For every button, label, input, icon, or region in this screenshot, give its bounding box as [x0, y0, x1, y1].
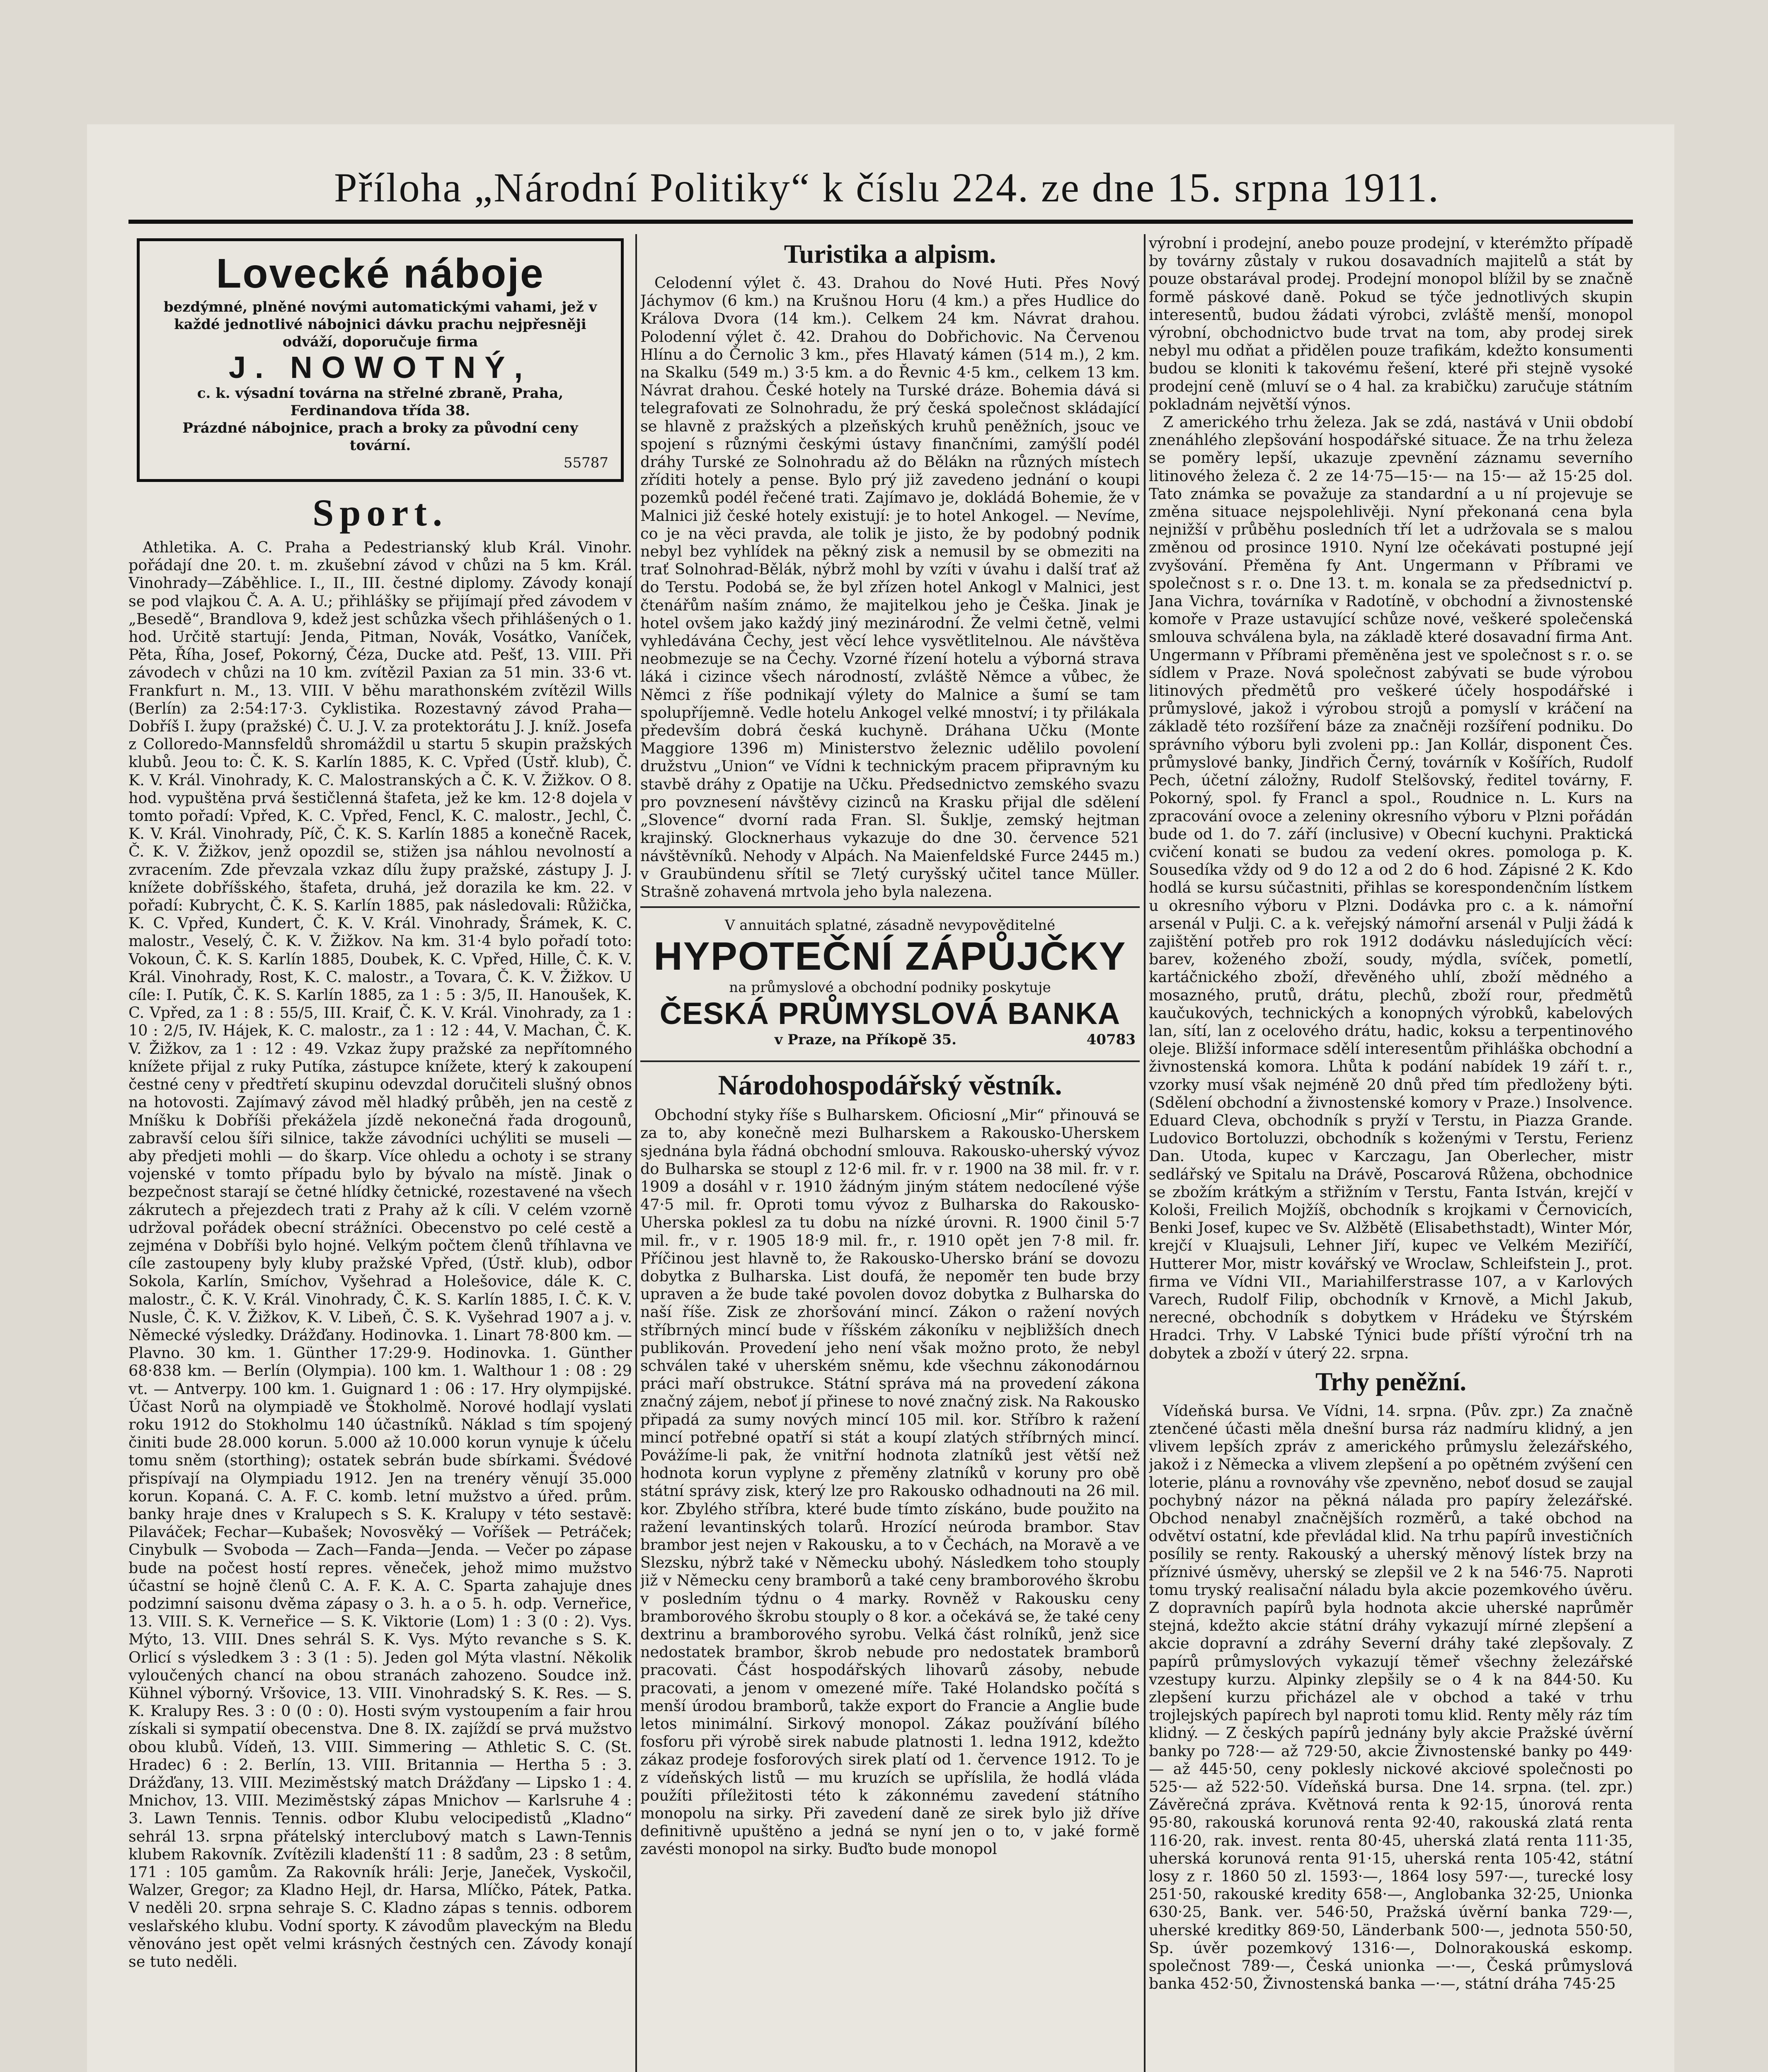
- masthead: Příloha „Národní Politiky“ k číslu 224. ze dne 15. srpna 1911.: [334, 165, 1440, 211]
- ad-hunting-text: bezdýmné, plněné novými automatickými vahami, jež v každé jednotlivé nábojnici dávku prachu nejpřesněji odváží, doporučuje firma: [163, 299, 597, 350]
- ad-bank-address-row: [644, 1031, 1136, 1048]
- ad-bank-code: 40783: [1086, 1031, 1136, 1048]
- sport-heading: Sport.: [312, 491, 448, 534]
- newspaper-page: [87, 124, 1674, 2072]
- ad-hunting-title: Lovecké náboje: [216, 250, 545, 297]
- column-rule-2: [1144, 234, 1146, 2072]
- sport-body: Athletika. A. C. Praha a Pedestrianský klub Král. Vinohr. pořádají dne 20. t. m. zkušební závod v chůzi na 5 km. Král. Vinohrady—Záběhlice. I., II., III. čestné diplomy. Závody konají se pod vlajkou Č. A. A. U.; přihlášky se přijímají před závodem v „Besedě“, Brandlova 9, kdež jest schůzka všech přihlášených o 1. hod. Určitě startují: Jenda, Pitman, Novák, Vosátko, Vaníček, Pěta, Říha, Josef, Pokorný, Čéza, Ducke atd. Pešť, 13. VIII. Při závodech v chůzi na 10 km. zvítězil Paxian za 51 min. 33·6 vt. Frankfurt n. M., 13. VIII. V běhu marathonském zvítězil Wills (Berlín) za 2:54:17·3. Cyklistika. Rozestavný závod Praha—Dobříš I. župy (pražské) Č. U. J. V. za protektorátu J. J. kníž. Josefa z Colloredo-Mannsfeldů shromáždil u startu 5 skupin pražských klubů. Jeou to: Č. K. S. Karlín 1885, K. C. Vpřed (Ústř. klub), Č. K. V. Král. Vinohrady, K. C. Malostranských a Č. K. V. Žižkov. O 8. hod. vypuštěna prvá šestičlenná štafeta, jež ke km. 12·8 dojela v tomto pořadí: Vpřed, K. C. Vpřed, Fencl, K. C. malostr., Jechl, Č. K. V. Král. Vinohrady, Píč, Č. K. S. Karlín 1885 a konečně Racek, Č. K. V. Žižkov, jenž opozdil se, stižen jsa náhlou nevolností a zvracením. Zde převzala vzkaz dílu župy pražské, zástupy J. J. knížete dobříšského, štafeta, druhá, jež dorazila ke km. 22. v pořadí: Kubrycht, Č. K. S. Karlín 1885, pak následovali: Růžička, K. C. Vpřed, Kundert, Č. K. V. Král. Vinohrady, Šrámek, K. C. malostr., Veselý, Č. K. V. Žižkov. Na km. 31·4 bylo pořadí toto: Vokoun, Č. K. S. Karlín 1885, Doubek, K. C. Vpřed, Hille, Č. K. V. Král. Vinohrady, Rost, K. C. malostr., a Tovara, Č. K. V. Žižkov. U cíle: I. Putík, Č. K. S. Karlín 1885, za 1 : 5 : 3/5, II. Hanoušek, K. C. Vpřed, za 1 : 8 : 55/5, III. Kraif, Č. K. V. Král. Vinohrady, za 1 : 10 : 2/5, IV. Hájek, K. C. malostr., za 1 : 12 : 44, V. Machan, Č. K. V. Žižkov, za 1 : 12 : 49. Vzkaz župy pražské za nepřítomného knížete přijal z ruky Putíka, zástupce knížete, který k zakoupení čestné ceny v předtřetí skupinu odevzdal doručiteli slušný obnos na hotovosti. Zajímavý závod měl hladký průběh, jen na cestě z Mníšku k Dobříši překážela jízdě nekonečná řada drogounů, zabravší celou šíři silnice, takže závodníci uchýliti se museli — aby předjeti mohli — do škarp. Více ohledu a ochoty i se strany vojenské v tomto případu bylo by bývalo na místě. Jinak o bezpečnost starají se četné hlídky četnické, rozestavené na všech zákrutech a přejezdech trati z Prahy až k cíli. V celém vzorně udržoval pořádek obecní strážníci. Obecenstvo po celé cestě a zejména v Dobříši bylo hojné. Velkým počtem členů tříhlavna ve cíle zastoupeny byly kluby pražské Vpřed, (Ústř. klub), odbor Sokola, Karlín, Smíchov, Vyšehrad a Holešovice, dále K. C. malostr., Č. K. V. Král. Vinohrady, Č. K. S. Karlín 1885, I. Č. K. V. Nusle, Č. K. V. Žižkov, K. V. Libeň, Č. S. K. Vyšehrad 1907 a j. v. Německé výsledky. Drážďany. Hodinovka. 1. Linart 78·800 km. — Plavno. 30 km. 1. Günther 17:29·9. Hodinovka. 1. Günther 68·838 km. — Berlín (Olympia). 100 km. 1. Walthour 1 : 08 : 29 vt. — Antverpy. 100 km. 1. Guignard 1 : 06 : 17. Hry olympijské. Účast Norů na olympiadě ve Štokholmě. Norové hodlají vyslati roku 1912 do Stokholmu 140 účastníků. Náklad s tím spojený činiti bude 28.000 korun. 5.000 až 10.000 korun vynuje k účelu tomu sněm (storthing); ostatek sebrán bude sbírkami. Švédové přispívají na Olympiadu 1912. Jen na trenéry věnují 35.000 korun. Kopaná. C. A. F. C. komb. letní mužstvo a úřed. prům. banky hraje dnes v Kralupech s S. K. Kralupy v této sestavě: Pilaváček; Fechar—Kubašek; Novosvěký — Voříšek — Petráček; Cinybulk — Svoboda — Zach—Fanda—Jenda. — Večer po zápase bude na počest hostí repres. věneček, jehož mimo mužstvo účastní se hojně členů C. A. F. K. A. C. Sparta zahajuje dnes podzimní saisonu dvěma zápasy o 3. h. a o 5. h. odp. Verneřice, 13. VIII. S. K. Verneřice — S. K. Viktorie (Lom) 1 : 3 (0 : 2). Vys. Mýto, 13. VIII. Dnes sehrál S. K. Vys. Mýto revanche s S. K. Orlicí s výsledkem 3 : 3 (1 : 5). Jeden gol Mýta vlastní. Několik vyloučených chancí na obou stranách zahozeno. Soudce inž. Kühnel výborný. Vršovice, 13. VIII. Vinohradský S. K. Res. — S. K. Kralupy Res. 3 : 0 (0 : 0). Hosti svým vystoupením a fair hrou získali si sympatií obecenstva. Dne 8. IX. zajíždí se prvá mužstvo obou klubů. Vídeň, 13. VIII. Simmering — Athletic S. C. (St. Hradec) 6 : 2. Berlín, 13. VIII. Britannia — Hertha 5 : 3. Drážďany, 13. VIII. Meziměstský match Drážďany — Lipsko 1 : 4. Mnichov, 13. VIII. Meziměstský zápas Mnichov — Karlsruhe 4 : 3. Lawn Tennis. Tennis. odbor Klubu velocipedistů „Kladno“ sehrál 13. srpna přátelský interclubový match s Lawn-Tennis klubem Rakovník. Zvítězili kladenští 11 : 8 sadům, 23 : 8 setům, 171 : 105 gamům. Za Rakovník hráli: Jerje, Janeček, Vyskočil, Walzer, Gregor; za Kladno Hejl, dr. Harsa, Mlíčko, Pátek, Patka. V neděli 20. srpna sehraje S. C. Kladno zápas s tennis. odborem veslařského klubu. Vodní sporty. K závodům plaveckým na Bledu věnováno jest opět velmi krásných čestných cen. Závody konají se tuto neděli.: [128, 538, 632, 1971]
- ad-hunting-text2: c. k. výsadní továrna na střelné zbraně, Praha, Ferdinandova třída 38.: [197, 385, 564, 419]
- column-2: [640, 234, 1140, 2072]
- market-heading: Trhy peněžní.: [1315, 1368, 1466, 1396]
- column-rule-1: [635, 234, 637, 2072]
- turistika-body: Celodenní výlet č. 43. Drahou do Nové Huti. Přes Nový Jáchymov (6 km.) na Krušnou Horu (4 km.) a přes Hudlice do Králova Dvora (14 km.). Celkem 24 km. Návrat drahou. Polodenní výlet č. 42. Drahou do Dobřichovic. Na Červenou Hlínu a do Černolic 3 km., přes Hlavatý kámen (514 m.), 2 km. na Skalku (549 m.) 3·5 km. a do Řevnic 4·5 km., celkem 13 km. Návrat drahou. České hotely na Turské dráze. Bohemia dává si telegrafovati ze Solnohradu, že prý česká společnost skládající se hlavně z pražských a plzeňských kruhů peněžních, jsouc ve spojení s různými českými ústavy finančními, zamýšlí podél dráhy Turské ze Solnohradu až do Bělákn na různých místech zříditi hotely a pense. Bylo prý již zavedeno jednání o koupi pozemků podél řečené trati. Zajímavo je, dokládá Bohemie, že v Malnici již české hotely existují: je to hotel Ankogel. — Nevíme, co je na věci pravda, ale tolik je jisto, že by podobný podnik nebyl bez vyhlídek na pěkný zisk a nemusil by se obmeziti na trať Solnohrad-Bělák, nýbrž mohl by vzíti v úvahu i další trať až do Terstu. Podobá se, že byl zřízen hotel Ankogl v Malnici, jest čtenářům naším známo, že majitelkou jeho je Češka. Jinak je hotel ovšem jako každý jiný mezinárodní. Že velmi četně, velmi vyhledávána Čechy, jest věcí lehce vysvětlitelnou. Ale návštěva neobmezuje se na Čechy. Vzorné řízení hotelu a výborná strava láká i cizince všech národností, zvláště Němce a vůbec, že Němci z říše podnikají výlety do Malnice a šumí se tam spolupříjemně. Vedle hotelu Ankogel velké mnoství; i ty přilákala především dobrá česká kuchyně. Dráhana Učku (Monte Maggiore 1396 m) Ministerstvo železnic udělilo povolení družstvu „Union“ ve Vídni k technickým pracem připravným ku stavbě dráhy z Opatije na Učku. Předsednictvo zemského svazu pro povznesení návštěvy cizinců na Krasku přijal dle sdělení „Slovence“ dvorní rada Fran. Sl. Šuklje, zemský hejtman krajinský. Glocknerhaus vykazuje do dne 30. července 521 návštěvníků. Nehody v Alpách. Na Maienfeldské Furce 2445 m.) v Graubündenu sřítil se 7letý curyšský učitel tance Müller. Strašně zohavená mrtvola jeho byla nalezena.: [640, 274, 1140, 900]
- col3-body1: výrobní i prodejní, anebo pouze prodejní, v kterémžto případě by továrny zůstaly v rukou dosavadních majitelů a stát by pouze obstarával prodej. Prodejní monopol blížil by se značně formě páskové daně. Pokud se týče jednotlivých skupin interesentů, budou žádati výrobci, zvláště menší, monopol výrobní, obchodnictvo bude trvat na tom, aby prodej sirek nebyl mu odňat a přidělen pouze trafikám, kdežto konsumenti budou se kloniti k takovému řešení, které při stejně vysoké prodejní ceně (mluví se o 4 hal. za krabičku) zaručuje státním pokladnám největší výnos.: [1149, 234, 1633, 413]
- ad-hunting-cartridges: [137, 238, 624, 482]
- ad-bank-address: v Praze, na Příkopě 35.: [774, 1031, 957, 1048]
- vestnik-heading: Národohospodářský věstník.: [718, 1069, 1062, 1101]
- ad-hunting-firm: J. NOWOTNÝ,: [228, 350, 532, 385]
- turistika-heading: Turistika a alpism.: [784, 239, 996, 269]
- ad-hunting-text3: Prázdné nábojnice, prach a broky za původní ceny tovární.: [182, 420, 578, 454]
- masthead-rule: [128, 220, 1633, 224]
- ad-bank-line1: V annuitách splatné, zásadně nevypověditelné: [724, 917, 1056, 934]
- col3-body3: Vídeňská bursa. Ve Vídni, 14. srpna. (Pův. zpr.) Za značně ztenčené účasti měla dnešní bursa ráz nadmíru klidný, a jen vlivem lepších zpráv z amerického průmyslu železářského, jakož i z Německa a vlivem zlepšení a po opětném zvýšení cen loterie, plánu a rovnováhy vše zpevněno, neboť dosud se zaujal pochybný názor na pěkná nálada pro papíry železářské. Obchod nenabyl značnějších rozměrů, a také obchod na odvětví ostatní, kde převládal klid. Na trhu papírů investičních posílily se renty. Rakouský a uherský měnový lístek brzy na příznivé úsměvy, uherský se zlepšil ve 2 k na 546·75. Naproti tomu tryský realisační náladu byla akcie pozemkového úvěru. Z dopravních papírů byla hodnota akcie uherské naprůměr stejná, kdežto akcie státní dráhy vykazují mírné zlepšení a akcie dopravní a zdráhy Severní dráhy také zlepšovaly. Z papírů průmyslových vykazují těmeř všechny železářské vzestupy kurzu. Alpinky zlepšily se o 4 k na 844·50. Ku zlepšení kurzu přicházel ale v obchod a také v trhu trojlejských papírech byl naproti tomu klid. Renty měly ráz tím klidný. — Z českých papírů jednány byly akcie Pražské úvěrní banky po 728·— až 729·50, akcie Živnostenské banky po 449·— až 445·50, ceny poklesly nickové akciové společnosti po 525·— až 522·50. Vídeňská bursa. Dne 14. srpna. (tel. zpr.) Závěrečná zpráva. Květnová renta k 92·15, únorová renta 95·80, rakouská korunová renta 92·40, rakouská zlatá renta 116·20, rak. invest. renta 80·45, uherská zlatá renta 111·35, uherská korunová renta 91·15, uherská renta 105·42, státní losy z r. 1860 50 zl. 1593·—, 1864 losy 597·—, turecké losy 251·50, rakouské kredity 658·—, Anglobanka 32·25, Unionka 630·25, Bank. ver. 546·50, Pražská úvěrní banka 729·—, uherské kreditky 869·50, Länderbank 500·—, jednota 550·50, Sp. úvěr pozemkový 1316·—, Dolnorakouská eskomp. společnost 789·—, Česká unionka —·—, Česká průmyslová banka 452·50, Živnostenská banka —·—, státní dráha 745·25: [1149, 1402, 1633, 1993]
- ad-hunting-code: 55787: [563, 455, 608, 471]
- ad-bank-name: ČESKÁ PRŮMYSLOVÁ BANKA: [659, 996, 1121, 1031]
- column-1: [128, 234, 632, 2072]
- vestnik-body: Obchodní styky říše s Bulharskem. Oficiosní „Mir“ přinouvá se za to, aby konečně mezi Bulharskem a Rakousko-Uherskem sjednána byla řádná obchodní smlouva. Rakousko-uherský vývoz do Bulharska se stoupl z 12·6 mil. fr. v r. 1900 na 38 mil. fr. v r. 1909 a dosáhl v r. 1910 žádným jiným státem nedocílené výše 47·5 mil. fr. Oproti tomu vývoz z Bulharska do Rakousko-Uherska poklesl za tu dobu na nízké úrovni. R. 1900 činil 5·7 mil. fr., v r. 1905 18·9 mil. fr., r. 1910 opět jen 7·8 mil. fr. Příčinou jest hlavně to, že Rakousko-Uhersko brání se dovozu dobytka z Bulharska. List doufá, že nepoměr ten bude brzy upraven a že bude také povolen dovoz dobytka z Bulharska do naší říše. Zisk ze zhoršování mincí. Zákon o ražení nových stříbrných mincí bude v říšském zákoníku v nejbližších dnech publikován. Provedení jeho není však možno proto, že nebyl schválen také v uherském sněmu, kde všechnu zákonodárnou práci maří obstrukce. Státní správa má na provedení zákona značný zájem, neboť jí přinese to nové značný zisk. Na Rakousko připadá za sumy nových mincí 105 mil. kor. Stříbro k ražení mincí potřebné opatří si stát a koupí zlatých stříbrných mincí. Povážíme-li pak, že vnitřní hodnota zlatníků jest větší než hodnota korun vyplyne z přeměny zlatníků v koruny pro obě státní správy zisk, který lze pro Rakousko odhadnouti na 26 mil. kor. Zbylého stříbra, které bude tímto získáno, bude použito na ražení levantinských tolarů. Hrozící neúroda brambor. Stav brambor jest nejen v Rakousku, a to v Čechách, na Moravě a ve Slezsku, nýbrž také v Německu ubohý. Následkem toho stouply již v Německu ceny bramborů a také ceny bramborového škrobu v posledním týdnu o 4 marky. Rovněž v Rakousku ceny bramborového škrobu stouply o 8 kor. a očekává se, že také ceny dextrinu a bramborového syrobu. Velká část rolníků, jenž sice nedostatek brambor, škrob nebude pro nedostatek bramborů pracovati. Část hospodářských lihovarů zásoby, nebude pracovati, a jenom v omezené míře. Také Holandsko počítá s menší úrodou bramborů, takže export do Francie a Anglie bude letos minimální. Sirkový monopol. Zákaz používání bílého fosforu při výrobě sirek nabude platnosti 1. ledna 1912, kdežto zákaz prodeje fosforových sirek platí od 1. července 1912. To je z vídeňských listů — mu kruzích se upříslila, že hodlá vláda použíti příležitosti této k zákonnému zavedení státního monopolu na sirky. Při zavedení daně ze sirek bylo již dříve definitivně upuštěno a jedná se nyní jen o to, v jaké formě zavésti monopol na sirky. Buďto bude monopol: [640, 1106, 1140, 1858]
- section-divider-2: [640, 1060, 1140, 1062]
- column-3: [1149, 234, 1633, 2072]
- section-divider: [640, 906, 1140, 908]
- col3-body2: Z amerického trhu železa. Jak se zdá, nastává v Unii období znenáhlého zlepšování hospodářské situace. Že na trhu železa se poměry lepší, ukazuje zpevnění záznamu severního litinového železa č. 2 ze 14·75—15·— na 15·— až 15·25 dol. Tato známka se považuje za standardní a u ní projevuje se změna situace nejspolehlivěji. Nyní překonaná cena byla nejnižší v průběhu posledních tří let a udržovala se s malou změnou od prosince 1910. Nyní lze očekávati postupné její zvyšování. Přeměna fy Ant. Ungermann v Příbrami ve společnost s r. o. Dne 13. t. m. konala se za předsednictví p. Jana Vichra, továrníka v Radotíně, v obchodní a živnostenské komoře v Praze ustavující schůze nové, veškeré společenská smlouva schválena byla, na základě které dosavadní firma Ant. Ungermann v Příbrami přeměněna jest ve společnost s r. o. se sídlem v Praze. Nová společnost zabývati se bude výrobou litinových předmětů pro veškeré účely hospodářské i průmyslové, jakož i výrobou strojů a pomyslí v kráčení na základě této rozšíření báze za značněji rozšíření podniku. Do správního výboru byli zvoleni pp.: Jan Kollár, disponent Čes. průmyslové banky, Jindřich Černý, továrník v Košířích, Rudolf Pech, účetní záložny, Rudolf Stelšovský, ředitel továrny, F. Pokorný, spol. fy Francl a spol., Roudnice n. L. Kurs na zpracování ovoce a zeleniny okresního výboru v Plzni pořádán bude od 1. do 7. září (inclusive) v Obecní kuchyni. Praktická cvičení konati se budou za vedení okres. pomologa p. K. Sousedíka vždy od 9 do 12 a od 2 do 6 hod. Zápisné 2 K. Kdo hodlá se kursu súčastniti, přihlas se korespondenčním lístkem u okresního výboru v Plzni. Dodávka pro c. a k. námořní arsenál v Pulji. C. a k. veřejský námořní arsenál v Pulji žádá k zajištění potřeb pro rok 1912 dodávku následujících věcí: barev, koženého zboží, soudy, mýdla, svíček, pometlí, kartáčnického zboží, dřevěného uhlí, zboží mědného a mosazného, prutů, drátu, plechů, zboží rour, předmětů kaučukových, technických a konopných výrobků, kabelových lan, sítí, lan z ocelového drátu, hadic, koksu a terpentinového oleje. Bližší informace sdělí interesentům přihláška obchodní a živnostenská komora. Lhůta k podání nabídek 19 září t. r., vzorky musí však nejméně 20 dnů před tím předloženy býti. (Sdělení obchodní a živnostenské komory v Praze.) Insolvence. Eduard Cleva, obchodník s pryží v Terstu, in Piazza Grande. Ludovico Bortoluzzi, obchodník s koženými v Terstu, Ferienz Dan. Utoda, kupec v Karczagu, Jan Oberlecher, mistr sedlářský ve Spitalu na Drávě, Poscarová Růžena, obchodnice se zbožím krátkým a střižním v Terstu, Fanta István, krejčí v Kološi, Freilich Mojžíš, obchodník s krojkami v Černovicích, Benki Josef, kupec ve Sv. Alžbětě (Elisabethstadt), Winter Mór, krejčí v Kluajsuli, Lehner Jiří, kupec ve Velkém Meziříčí, Hutterer Mor, mistr kovářský ve Wroclaw, Schleifstein J., prot. firma ve Vídni VII., Mariahilferstrasse 107, a v Karlových Varech, Rudolf Filip, obchodník v Krnově, a Michl Jakub, nerecné, obchodník s dobytkem v Hrádeku ve Štýrském Hradci. Trhy. V Labské Týnici bude příští výroční trh na dobytek a zboží v úterý 22. srpna.: [1149, 413, 1633, 1362]
- ad-bank-title: HYPOTEČNÍ ZÁPŮJČKY: [654, 934, 1126, 979]
- ad-bank: [644, 917, 1136, 1048]
- ad-bank-line2: na průmyslové a obchodní podniky poskytuje: [729, 979, 1051, 996]
